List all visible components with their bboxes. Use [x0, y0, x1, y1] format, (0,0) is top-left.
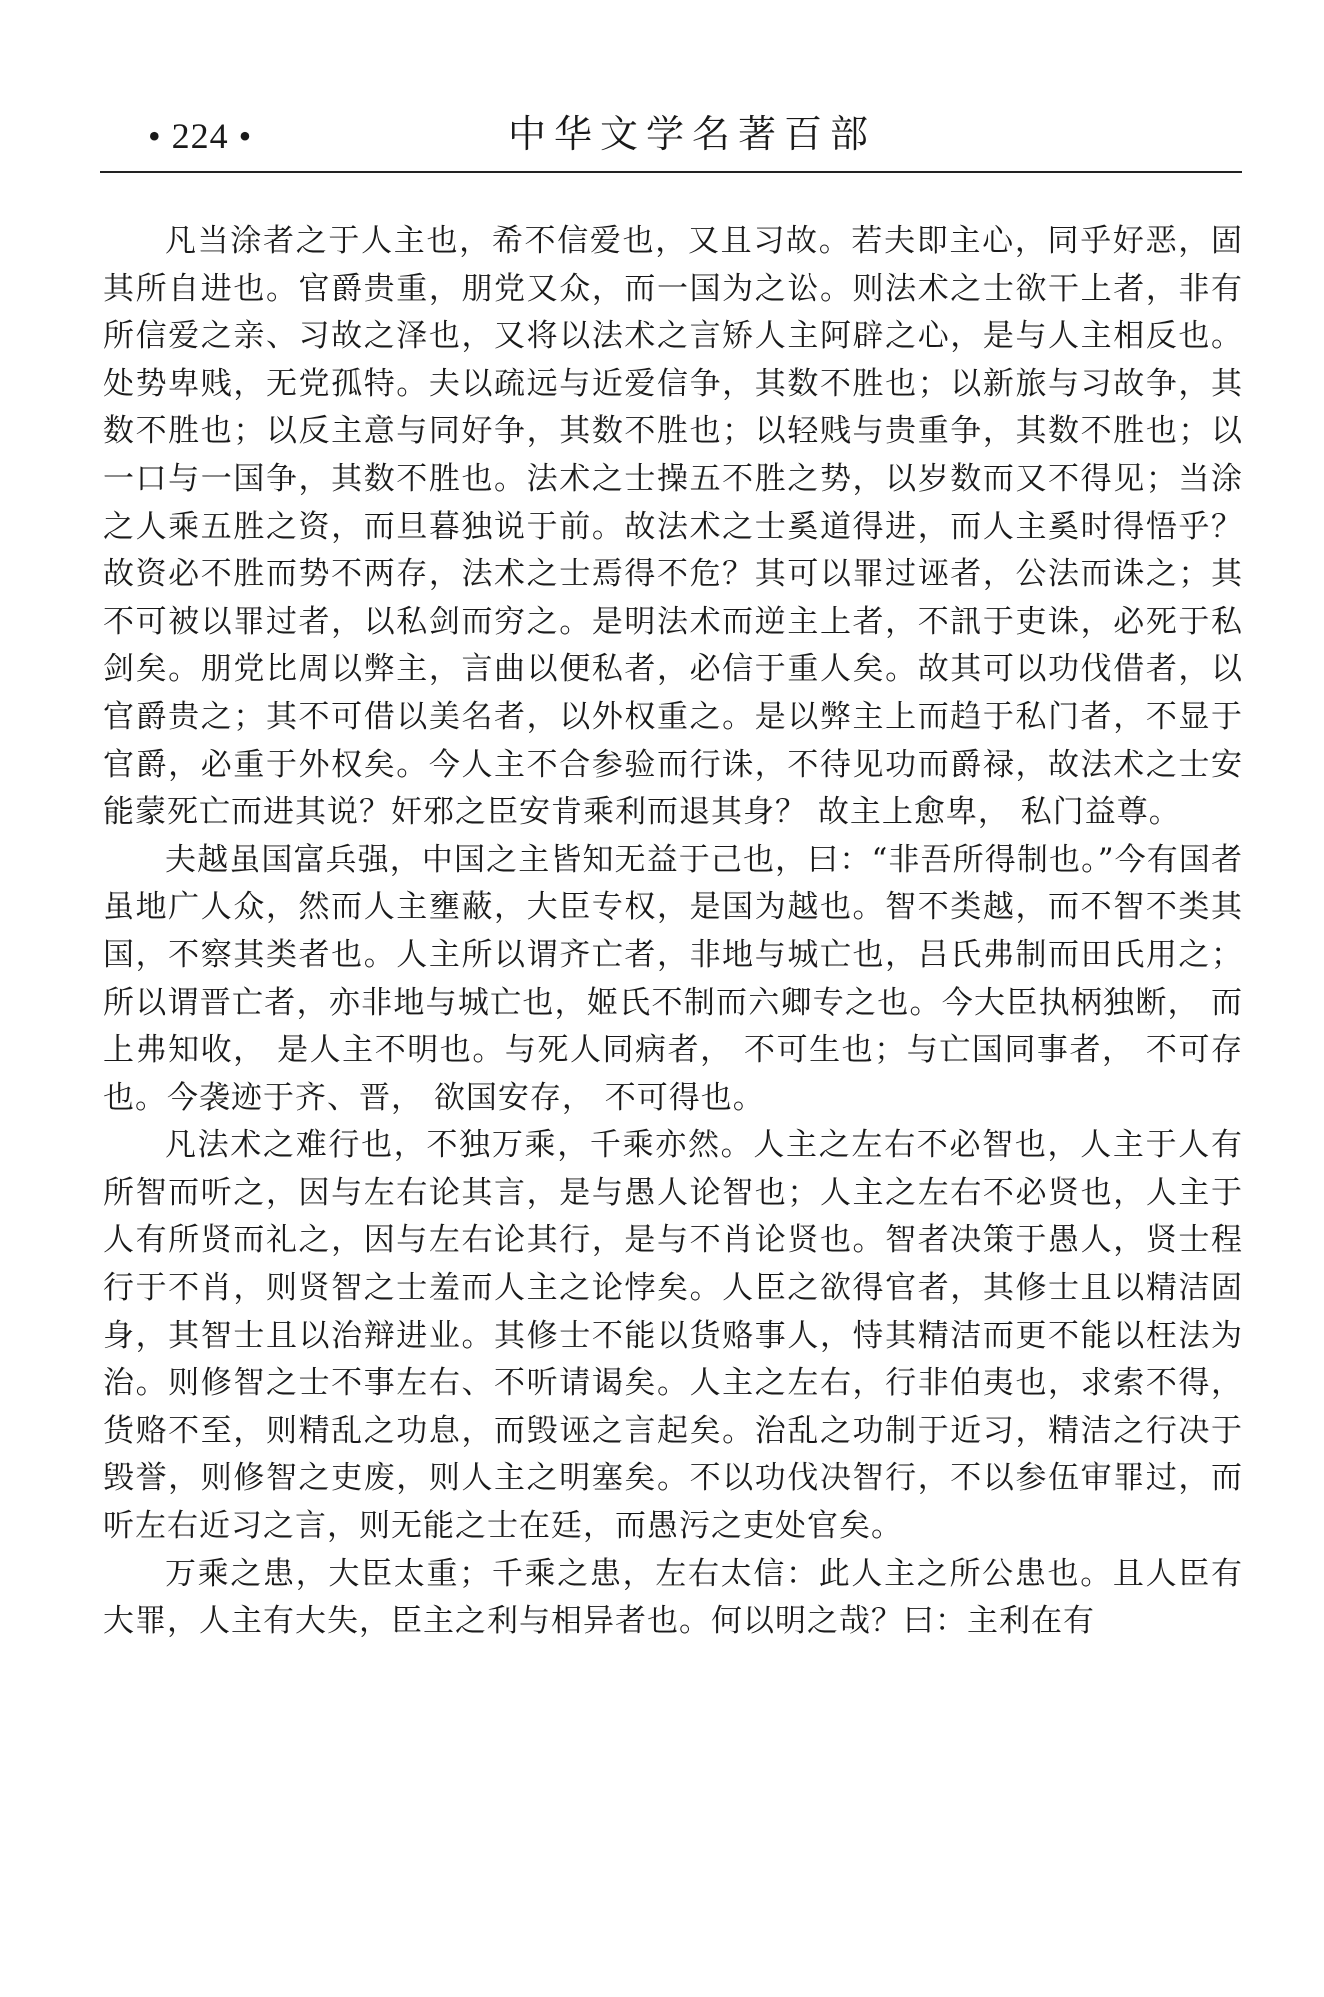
page-number: • 224 • — [148, 116, 253, 156]
paragraph-3: 凡法术之难行也，不独万乘，千乘亦然。人主之左右不必智也，人主于人有所智而听之，因与左右论其言，是与愚人论智也；人主之左右不必贤也，人主于人有所贤而礼之，因与左右论其行，是与不肖论贤也。智者决策于愚人，贤士程行于不肖，则贤智之士羞而人主之论悖矣。人臣之欲得官者，其修士且以精洁固身，其智士且以治辩进业。其修士不能以货赂事人，恃其精洁而更不能以枉法为治。则修智之士不事左右、不听请谒矣。人主之左右，行非伯夷也，求索不得，货赂不至，则精乱之功息，而毁诬之言起矣。治乱之功制于近习，精洁之行决于毁誉，则修智之吏废，则人主之明塞矣。不以功伐决智行，不以参伍审罪过，而听左右近习之言，则无能之士在廷，而愚污之吏处官矣。 — [103, 1127, 1243, 1545]
page-header — [100, 108, 1242, 168]
book-title: 中华文学名著百部 — [508, 112, 877, 156]
body-text — [103, 218, 1243, 1646]
paragraph-4: 万乘之患，大臣太重；千乘之患，左右太信：此人主之所公患也。且人臣有大罪，人主有大失，臣主之利与相异者也。何以明之哉？曰：主利在有 — [103, 1555, 1243, 1640]
paragraph-2: 夫越虽国富兵强，中国之主皆知无益于己也，曰：“非吾所得制也。”今有国者虽地广人众，然而人主壅蔽，大臣专权，是国为越也。智不类越，而不智不类其国，不察其类者也。人主所以谓齐亡者，非地与城亡也，吕氏弗制而田氏用之；所以谓晋亡者，亦非地与城亡也，姬氏不制而六卿专之也。今大臣执柄独断， 而上弗知收， 是人主不明也。与死人同病者， 不可生也；与亡国同事者， 不可存也。今袭迹于齐、晋， 欲国安存， 不可得也。 — [103, 841, 1243, 1116]
header-divider — [100, 171, 1242, 173]
paragraph-1: 凡当涂者之于人主也，希不信爱也，又且习故。若夫即主心，同乎好恶，固其所自进也。官爵贵重，朋党又众，而一国为之讼。则法术之士欲干上者，非有所信爱之亲、习故之泽也，又将以法术之言矫人主阿辟之心，是与人主相反也。处势卑贱，无党孤特。夫以疏远与近爱信争，其数不胜也；以新旅与习故争，其数不胜也；以反主意与同好争，其数不胜也；以轻贱与贵重争，其数不胜也；以一口与一国争，其数不胜也。法术之士操五不胜之势，以岁数而又不得见；当涂之人乘五胜之资，而旦暮独说于前。故法术之士奚道得进，而人主奚时得悟乎？故资必不胜而势不两存，法术之士焉得不危？其可以罪过诬者，公法而诛之；其不可被以罪过者，以私剑而穷之。是明法术而逆主上者，不訊于吏诛，必死于私剑矣。朋党比周以弊主，言曲以便私者，必信于重人矣。故其可以功伐借者，以官爵贵之；其不可借以美名者，以外权重之。是以弊主上而趋于私门者，不显于官爵，必重于外权矣。今人主不合参验而行诛，不待见功而爵禄，故法术之士安能蒙死亡而进其说？奸邪之臣安肯乘利而退其身？ 故主上愈卑， 私门益尊。 — [103, 223, 1243, 831]
